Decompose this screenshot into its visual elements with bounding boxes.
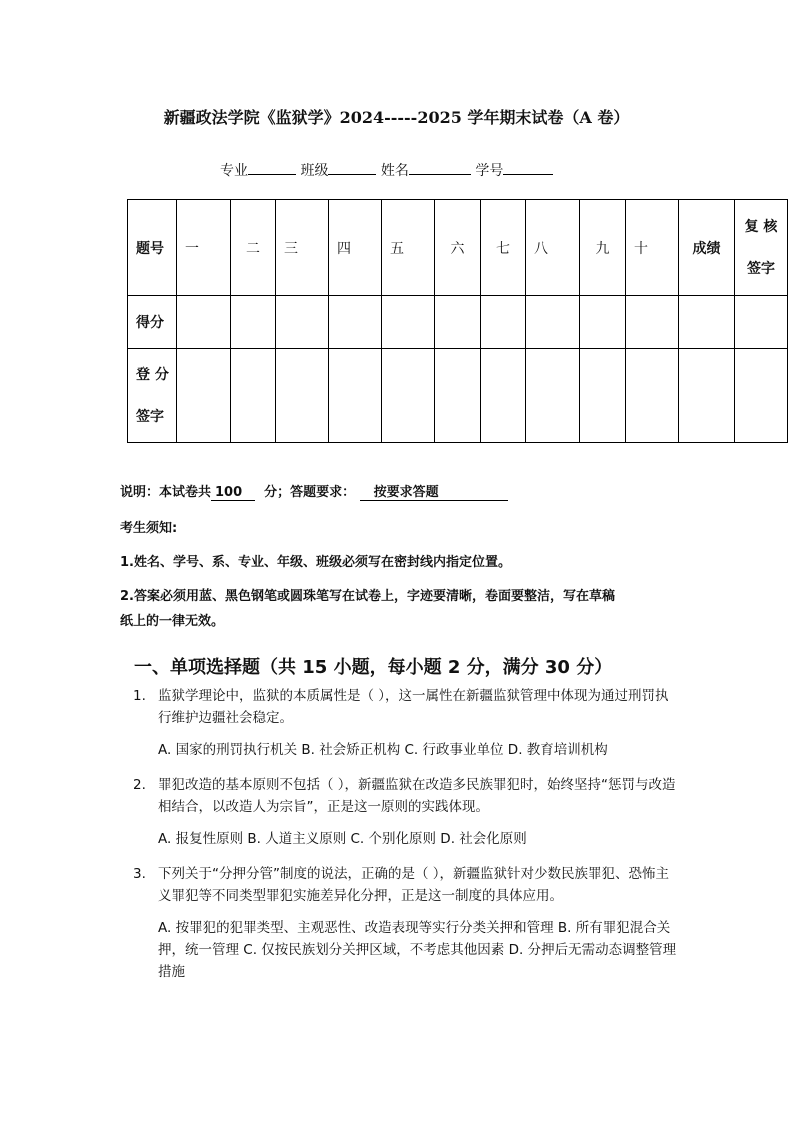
description-prefix: 说明：本试卷共: [120, 485, 212, 500]
reviewer-sign-label: 签字: [747, 260, 775, 277]
question-text: 罪犯改造的基本原则不包括（ ），新疆监狱在改造多民族罪犯时，始终坚持“惩罚与改造相结合，以改造人为宗旨”，正是这一原则的实践体现。: [158, 777, 676, 815]
sign-cell[interactable]: [382, 349, 435, 443]
sign-cell[interactable]: [435, 349, 481, 443]
score-cell[interactable]: [329, 296, 382, 349]
exam-description: [120, 481, 508, 501]
header-label: 题号: [128, 200, 177, 296]
exam-title: 新疆政法学院《监狱学》2024-----2025 学年期末试卷（A 卷）: [163, 108, 630, 127]
major-label: 专业: [220, 163, 248, 179]
student-id-field[interactable]: [503, 160, 553, 175]
score-cell[interactable]: [231, 296, 276, 349]
col-header: 二: [231, 200, 276, 296]
sign-cell[interactable]: [735, 349, 788, 443]
score-cell[interactable]: [435, 296, 481, 349]
student-id-label: 学号: [475, 163, 504, 179]
sign-cell[interactable]: [580, 349, 626, 443]
question-options: A. 报复性原则 B. 人道主义原则 C. 个别化原则 D. 社会化原则: [158, 831, 527, 847]
notice-item-2: 2.答案必须用蓝、黑色钢笔或圆珠笔写在试卷上，字迹要清晰，卷面要整洁，写在草稿: [120, 589, 615, 604]
sign-cell[interactable]: [626, 349, 679, 443]
notice-title: 考生须知:: [120, 521, 178, 536]
score-cell[interactable]: [276, 296, 329, 349]
notice-item-1: 1.姓名、学号、系、专业、年级、班级必须写在密封线内指定位置。: [120, 555, 511, 570]
table-header-row: [128, 200, 788, 296]
class-label: 班级: [300, 163, 329, 179]
score-table: [127, 199, 788, 443]
question-text: 下列关于“分押分管”制度的说法，正确的是（ ），新疆监狱针对少数民族罪犯、恐怖主义罪犯等不同类型罪犯实施差异化分押，正是这一制度的具体应用。: [158, 866, 670, 904]
sign-label-2: 签字: [136, 408, 164, 425]
reviewer-header: [735, 200, 788, 296]
sign-row-label: [128, 349, 177, 443]
answer-requirement: 按要求答题: [360, 481, 508, 501]
score-cell[interactable]: [735, 296, 788, 349]
sign-cell[interactable]: [526, 349, 580, 443]
notice-item-2-cont: 纸上的一律无效。: [120, 614, 225, 629]
score-cell[interactable]: [626, 296, 679, 349]
sign-cell[interactable]: [329, 349, 382, 443]
question-number: 2.: [133, 777, 146, 793]
col-header: 三: [276, 200, 329, 296]
score-row-label: 得分: [128, 296, 177, 349]
name-field[interactable]: [409, 160, 471, 175]
col-header: 五: [382, 200, 435, 296]
description-mid: 分；答题要求：: [264, 485, 356, 500]
col-header: 成绩: [679, 200, 735, 296]
total-score: 100: [211, 485, 255, 501]
col-header: 九: [580, 200, 626, 296]
col-header: 四: [329, 200, 382, 296]
section-title: 一、单项选择题（共 15 小题，每小题 2 分，满分 30 分）: [134, 657, 613, 678]
sign-row: [128, 349, 788, 443]
score-cell[interactable]: [481, 296, 526, 349]
score-cell[interactable]: [382, 296, 435, 349]
question-text: 监狱学理论中，监狱的本质属性是（ ），这一属性在新疆监狱管理中体现为通过刑罚执行维护边疆社会稳定。: [158, 688, 669, 726]
col-header: 六: [435, 200, 481, 296]
sign-cell[interactable]: [231, 349, 276, 443]
sign-cell[interactable]: [276, 349, 329, 443]
reviewer-label: 复 核: [744, 218, 778, 235]
name-label: 姓名: [380, 163, 409, 179]
sign-label: 登 分: [136, 366, 169, 383]
question-options: A. 按罪犯的犯罪类型、主观恶性、改造表现等实行分类关押和管理 B. 所有罪犯混合关押，统一管理 C. 仅按民族划分关押区域，不考虑其他因素 D. 分押后无需动态调整管理措施: [158, 920, 677, 980]
col-header: 十: [626, 200, 679, 296]
question-number: 3.: [133, 866, 146, 882]
major-field[interactable]: [248, 160, 296, 175]
score-cell[interactable]: [679, 296, 735, 349]
class-field[interactable]: [328, 160, 376, 175]
score-row: [128, 296, 788, 349]
sign-cell[interactable]: [177, 349, 231, 443]
col-header: 八: [526, 200, 580, 296]
score-cell[interactable]: [526, 296, 580, 349]
score-cell[interactable]: [177, 296, 231, 349]
col-header: 七: [481, 200, 526, 296]
question-number: 1.: [133, 688, 146, 704]
sign-cell[interactable]: [481, 349, 526, 443]
sign-cell[interactable]: [679, 349, 735, 443]
student-info-line: [220, 160, 553, 180]
score-cell[interactable]: [580, 296, 626, 349]
question-options: A. 国家的刑罚执行机关 B. 社会矫正机构 C. 行政事业单位 D. 教育培训机构: [158, 742, 608, 758]
col-header: 一: [177, 200, 231, 296]
